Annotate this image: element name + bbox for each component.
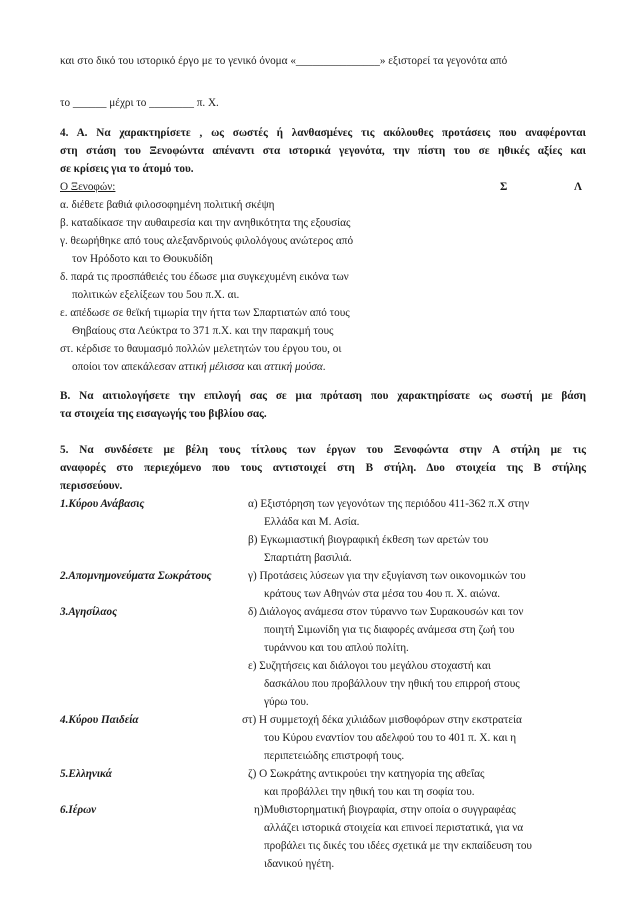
q5-col-a-3: 3.Αγησίλαος xyxy=(60,606,118,618)
q4a-last-prefix: οποίοι τον απεκάλεσαν xyxy=(72,361,179,373)
q4a-heading-2: στη στάση του Ξενοφώντα απέναντι στα ιστορικά γεγονότα, την πίστη του σε ηθικές αξίες και xyxy=(60,145,586,157)
q4a-item-c: γ. θεωρήθηκε από τους αλεξανδρινούς φιλολόγους ανώτερος από xyxy=(60,235,354,247)
q4a-col-false: Λ xyxy=(574,181,583,193)
q4a-item-st: στ. κέρδισε το θαυμασμό πολλών μελετητών του έργου του, οι xyxy=(60,343,342,355)
q4a-item-a: α. διέθετε βαθιά φιλοσοφημένη πολιτική σκέψη xyxy=(60,199,275,211)
q5-heading-3: περισσεύουν. xyxy=(60,480,123,492)
intro-line-1: και στο δικό του ιστορικό έργο με το γενικό όνομα «_______________» εξιστορεί τα γεγονότα από xyxy=(60,55,508,67)
q5-col-b-c-2: κράτους των Αθηνών στα μέσα του 4ου π. Χ. αιώνα. xyxy=(264,588,500,600)
q4b-heading-2: τα στοιχεία της εισαγωγής του βιβλίου σας. xyxy=(60,408,267,420)
q4a-subject-label: Ο Ξενοφών: xyxy=(60,181,116,193)
q5-col-b-d-2: ποιητή Σιμωνίδη για τις διαφορές ανάμεσα στη ζωή του xyxy=(264,624,515,636)
q5-col-b-st-1: στ) Η συμμετοχή δέκα χιλιάδων μισθοφόρων στην εκστρατεία xyxy=(242,714,522,726)
q5-col-a-5: 5.Ελληνικά xyxy=(60,768,112,780)
q5-col-a-6: 6.Ιέρων xyxy=(60,804,97,816)
q4a-item-e: ε. απέδωσε σε θεϊκή τιμωρία την ήττα των Σπαρτιατών από τους xyxy=(60,307,350,319)
q5-col-b-c-1: γ) Προτάσεις λύσεων για την εξυγίανση των οικονομικών του xyxy=(248,570,526,582)
q4b-heading-1: Β. Να αιτιολογήσετε την επιλογή σας σε μια πρόταση που χαρακτηρίσατε ως σωστή με βάση xyxy=(60,390,586,402)
q4a-last-italic-1: αττική μέλισσα xyxy=(178,361,245,373)
q5-heading-2: αναφορές στο περιεχόμενο που τους αντιστοιχεί στη Β στήλη. Δυο στοιχεία της Β στήλης xyxy=(60,462,586,474)
q4a-item-e-cont: Θηβαίους στα Λεύκτρα το 371 π.Χ. και την παρακμή τους xyxy=(72,325,334,337)
q4a-subject-row xyxy=(60,180,586,194)
q5-col-b-b-2: Σπαρτιάτη βασιλιά. xyxy=(264,552,352,564)
q5-col-b-a-1: α) Εξιστόρηση των γεγονότων της περιόδου 411-362 π.Χ στην xyxy=(248,498,530,510)
q5-col-b-e-2: δασκάλου που προβάλλουν την ηθική του επιρροή στους xyxy=(264,678,520,690)
q5-col-b-st-3: περιπετειώδης επιστροφή τους. xyxy=(264,750,405,762)
q5-col-b-h-2: αλλάζει ιστορικά στοιχεία και επινοεί περιστατικά, για να xyxy=(264,822,524,834)
q4a-last-suffix: . xyxy=(322,361,326,373)
q4a-item-c-cont: τον Ηρόδοτο και το Θουκυδίδη xyxy=(72,253,213,265)
q4a-heading-3: σε κρίσεις για το άτομό του. xyxy=(60,163,194,175)
q5-col-b-z-1: ζ) Ο Σωκράτης αντικρούει την κατηγορία της αθεΐας xyxy=(248,768,485,780)
q5-col-b-a-2: Ελλάδα και Μ. Ασία. xyxy=(264,516,360,528)
q4a-col-true: Σ xyxy=(500,181,508,193)
q4a-item-d: δ. παρά τις προσπάθειές του έδωσε μια συγκεχυμένη εικόνα των xyxy=(60,271,349,283)
q4a-item-b: β. καταδίκασε την αυθαιρεσία και την ανηθικότητα της εξουσίας xyxy=(60,217,351,229)
q4a-item-d-cont: πολιτικών εξελίξεων του 5ου π.Χ. αι. xyxy=(72,289,240,301)
q5-col-b-e-1: ε) Συζητήσεις και διάλογοι του μεγάλου στοχαστή και xyxy=(248,660,491,672)
q5-col-b-h-4: ιδανικού ηγέτη. xyxy=(264,858,335,870)
q4a-heading-1: 4. Α. Να χαρακτηρίσετε , ως σωστές ή λανθασμένες τις ακόλουθες προτάσεις που αναφέρονται xyxy=(60,127,586,139)
q5-col-b-b-1: β) Εγκωμιαστική βιογραφική έκθεση των αρετών του xyxy=(248,534,489,546)
q5-col-b-z-2: και προβάλλει την ηθική του και τη σοφία του. xyxy=(264,786,475,798)
q5-col-b-e-3: γύρω του. xyxy=(264,696,309,708)
q5-col-b-d-1: δ) Διάλογος ανάμεσα στον τύραννο των Συρακουσών και τον xyxy=(248,606,524,618)
q5-col-b-d-3: τυράννου και του απλού πολίτη. xyxy=(264,642,409,654)
q4a-last-italic-2: αττική μούσα xyxy=(264,361,323,373)
q5-heading-1: 5. Να συνδέσετε με βέλη τους τίτλους των έργων του Ξενοφώντα στην Α στήλη με τις xyxy=(60,444,586,456)
q4a-item-st-cont xyxy=(72,360,326,374)
intro-line-2: το ______ μέχρι το ________ π. Χ. xyxy=(60,97,219,109)
q5-col-a-1: 1.Κύρου Ανάβασις xyxy=(60,498,145,510)
q5-col-b-h-3: προβάλει τις δικές του ιδέες σχετικά με την εκπαίδευση του xyxy=(264,840,532,852)
q5-col-b-h-1: η)Μυθιστορηματική βιογραφία, στην οποία ο συγγραφέας xyxy=(254,804,516,816)
q4a-last-mid: και xyxy=(244,361,265,373)
q5-col-a-2: 2.Απομνημονεύματα Σωκράτους xyxy=(60,570,212,582)
q5-col-b-st-2: του Κύρου εναντίον του αδελφού του το 401 π. Χ. και η xyxy=(264,732,517,744)
q5-col-a-4: 4.Κύρου Παιδεία xyxy=(60,714,139,726)
